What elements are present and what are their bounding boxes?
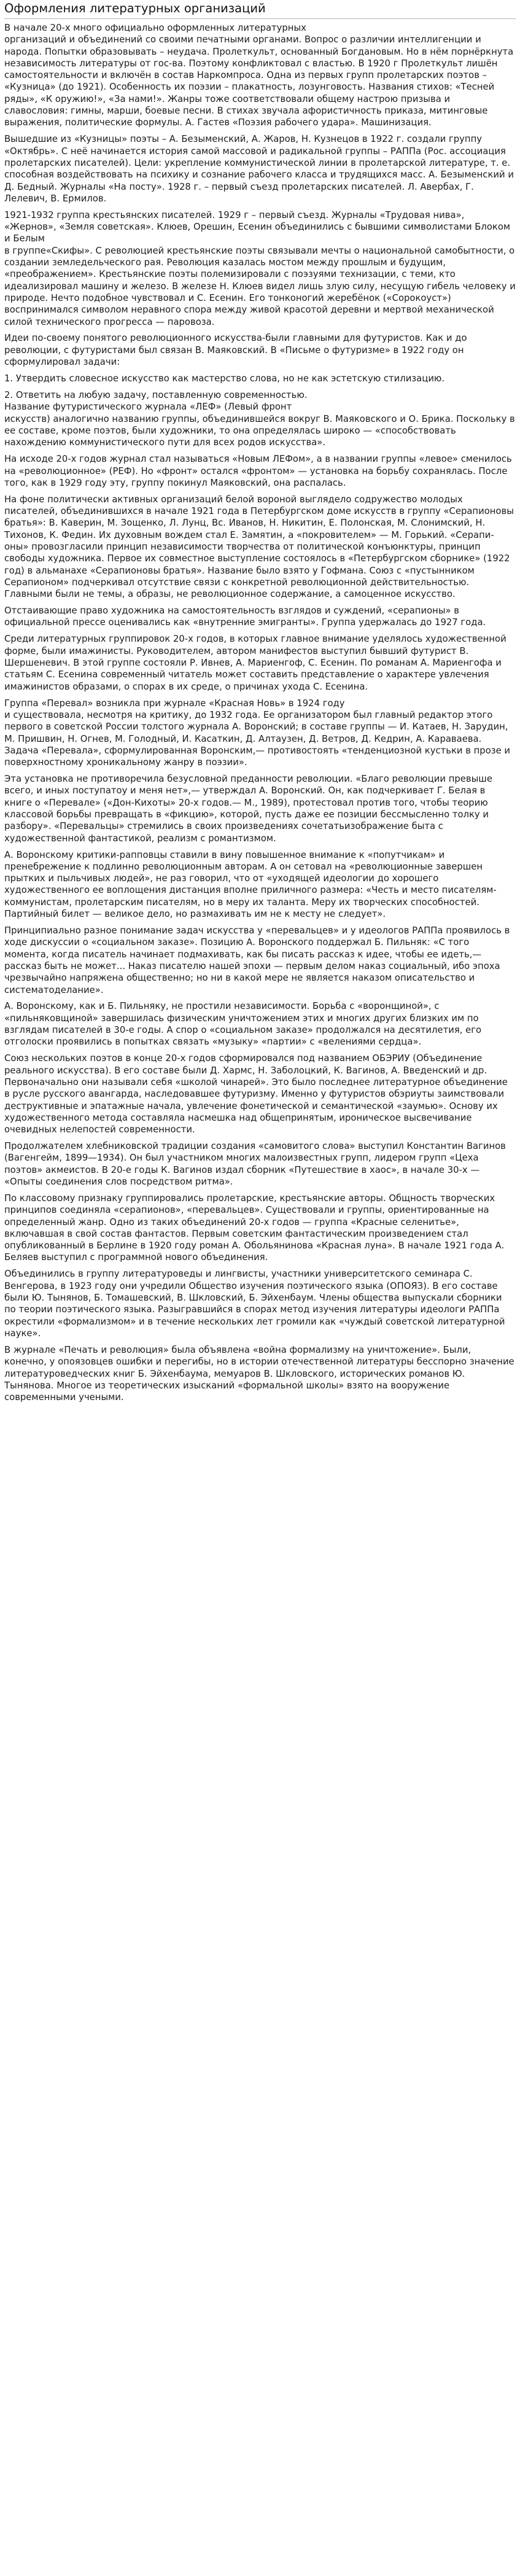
paragraph: На фоне политически активных организаций белой вороной выглядело содружество молодых писателей, объединившихся в начале 1921 года в Петербургском доме искусств в группу «Серапионовы братья»: В. Каверин, М. Зощенко, Л. Лунц, Вс. Иванов, Н. Никитин, Е. Полонская, М. Слонимский, Н. Тихонов, К. Федин. Их духовным вождем стал Е. Замятин, а «покровителем» — М. Горький. «Серапи-оны» провозгласили принцип независимости творчества от политической конъюнктуры, принцип свободы художника. Первое их совместное выступление состоялось в «Петербургском сборнике» (1922 год) в альманахе «Серапионовы братья». Название было взято у Гофмана. Союз с «пустынником Серапионом» подчеркивал отсутствие связи с конкретной революционной действительностью. Главными были не темы, а образы, не революционное содержание, а самоценное искусство. [4,494,514,600]
paragraph: 1. Утвердить словесное искусство как мастерство слова, но не как эстетскую стилизацию. [4,373,445,384]
paragraph: Продолжателем хлебниковской традиции создания «самовитого слова» выступил Константин Вагинов (Вагенгейм, 1899—1934). Он был участником многих малоизвестных групп, лидером групп «Цеха поэтов» акмеистов. В 20-е годы К. Вагинов издал сборник «Путешествие в хаос», в начале 30-х — «Опыты соединения слов посредством ритма». [4,1141,506,1188]
paragraph: Идеи по-своему понятого революционного искусства-были главными для футуристов. Как и до революции, с футуристами был связан В. Маяковский. В «Письме о футуризме» в 1922 году он сформулировал задачи: [4,333,467,368]
paragraph: Вышедшие из «Кузницы» поэты – А. Безыменский, А. Жаров, Н. Кузнецов в 1922 г. создали группу «Октябрь». С неё начинается история самой массовой и радикальной группы – РАППа (Рос. ассоциация пролетарских писателей). Цели: укрепление коммунистической линии в пролетарской литературе, т. е. способная воздействовать на психику и сознание рабочего класса и трудящихся масс. А. Безыменский и Д. Бедный. Журналы «На посту». 1928 г. – первый съезд пролетарских писателей. Л. Авербах, Г. Лелевич, В. Ермилов. [4,134,514,204]
paragraph: Среди литературных группировок 20-х годов, в которых главное внимание уделялось художественной форме, были имажинисты. Руководителем, автором манифестов выступил бывший футурист В. Шершеневич. В этой группе состояли Р. Ивнев, А. Мариенгоф, С. Есенин. По романам А. Мариенгофа и статьям С. Есенина современный читатель может составить представление о характере увлечения имажинистов образами, о спорах в их среде, о причинах ухода С. Есенина. [4,634,506,692]
paragraph: Эта установка не противоречила безусловной преданности революции. «Благо революции превыше всего, и иных поступатоу и меня нет»,— утверждал А. Воронский. Он, как подчеркивает Г. Белая в книге о «Перевале» («Дон-Кихоты» 20-х годов.— М., 1989), протестовал против того, чтобы теорию классовой борьбы превращать в «фикцию», которой, пусть даже ее позиции бессмысленно толку и разбору». «Перевальцы» стремились в своих произведениях сочетатьизображение быта с художественной фантастикой, реализм с романтизмом. [4,774,492,844]
paragraph: В начале 20-х много официально оформленных литературных организаций и объединений со своими печатными органами. Вопрос о различии интеллигенции и народа. Попытки образовывать – неудача. Пролеткульт, основанный Богдановым. Но в нём порнёркнута независимость литературы от гос-ва. Поэтому конфликтовал с властью. В 1920 г Пролеткульт лишён самостоятельности и включён в состав Наркомпроса. Одна из первых групп пролетарских поэтов – «Кузница» (до 1921). Особенность их поэзии – плакатность, лозунговость. Названия стихов: «Тесней ряды», «К оружию!», «За нами!». Жанры тоже соответствовали общему настрою призыва и славословия: гимны, марши, боевые песни. В стихах звучала афористичность приказа, митинговые выражения, политические формулы. А. Гастев «Поэзия рабочего удара». Машинизация. [4,23,514,128]
paragraph: Группа «Перевал» возникла при журнале «Красная Новь» в 1924 году и существовала, несмотря на критику, до 1932 года. Ее организатором был главный редактор этого первого в советской России толстого журнала А. Воронский; в составе группы — И. Катаев, Н. Зарудин, М. Пришвин, Н. Огнев, М. Голодный, И. Касаткин, Д. Алтаузен, Д. Ветров, Д. Кедрин, А. Караваева. Задача «Перевала», сформулированная Воронским,— противостоять «тенденциозной кустьки в прозе и поверхностному хроникальному жанру в поэзии». [4,698,511,768]
paragraph: Союз нескольких поэтов в конце 20-х годов сформировался под названием ОБЭРИУ (Объединение реального искусства). В его составе были Д. Хармс, Н. Заболоцкий, К. Вагинов, А. Введенский и др. Первоначально они называли себя «школой чинарей». Это было последнее литературное объединение в русле русского авангарда, наследовавшее футуризму. Именно у футуристов обэриуты заимствовали деструктивные и эпатажные начала, увлечение фонетической и семантической «заумью». Основу их художественного метода составляла насмешка над общепринятым, ироническое высвечивание очевидных нелепостей современности. [4,1053,508,1135]
paragraph: По классовому признаку группировались пролетарские, крестьянские авторы. Общность творческих принципов соединяла «серапионов», «перевальцев». Существовали и группы, ориентированные на определенный жанр. Одно из таких объединений 20-х годов — группа «Красные селенитье», включавшая в свой состав фантастов. Первым советским фантастическим произведением стал опубликованный в Берлине в 1920 году роман А. Обольянинова «Красная луна». В начале 1921 года А. Беляев выступил с программной нового объединения. [4,1193,505,1263]
paragraph: 2. Ответить на любую задачу, поставленную современностью. Название футуристического журнала «ЛЕФ» (Левый фронт искусств) аналогично названию группы, объединившейся вокруг В. Маяковского и О. Брика. Поскольку в ее составе, кроме поэтов, были художники, то она определялась широко — «способствовать нахождению коммунистического пути для всех родов искусства». [4,390,515,448]
page-title: Оформления литературных организаций [4,0,516,19]
paragraph: На исходе 20-х годов журнал стал называться «Новым ЛЕФом», а в названии группы «левое» сменилось на «революционное» (РЕФ). Но «фронт» остался «фронтом» — установка на борьбу сохранялась. После того, как в 1929 году эту, группу покинул Маяковский, она распалась. [4,454,512,488]
paragraph: Объединились в группу литературоведы и лингвисты, участники университетского семинара С. Венгерова, в 1923 году они учредили Общество изучения поэтического языка (ОПОЯЗ). В его составе были Ю. Тынянов, Б. Томашевский, В. Шкловский, Б. Эйхенбаум. Члены общества выпускали сборники по теории поэтического языка. Разыгравшийся в спорах метод изучения литературы идеологи РАППа окрестили «формализмом» и в течение нескольких лет громили как «чуждый советской литературной науке». [4,1269,505,1339]
paragraph: А. Воронскому, как и Б. Пильняку, не простили независимости. Борьба с «воронщиной», с «пильняковщиной» завершилась физическим уничтожением этих и многих других близких им по взглядам писателей в 30-е годы. А спор о «социальном заказе» продолжался на десятилетия, его отголоски проявились в попытках связать «музыку» «партии» с «велениями сердца». [4,1001,482,1048]
paragraph: 1921-1932 группа крестьянских писателей. 1929 г – первый съезд. Журналы «Трудовая нива», «Жернов», «Земля советская». Клюев, Орешин, Есенин объединились с бывшими символистами Блоком и Белым в группе«Скифы». С революцией крестьянские поэты связывали мечты о национальной самобытности, о создании земледельческого рая. Революция казалась мостом между прошлым и будущим, «преображением». Крестьянские поэты полемизировали с поэзуями технизации, с теми, кто идеализировал машину и железо. В железе Н. Клюев видел лишь злую силу, несущую гибель человеку и природе. Нечто подобное чувствовал и С. Есенин. Его тонконогий жеребёнок («Сорокоуст») воспринимался символом неравного спора между живой красотой деревни и мертвой механической силой технического прогресса — паровоза. [4,209,516,327]
paragraph: В журнале «Печать и революция» была объявлена «война формализму на уничтожение». Были, конечно, у опоязовцев ошибки и перегибы, но в истории отечественной литературы бесспорно значение литературоведческих книг Б. Эйхенбаума, мемуаров В. Шкловского, исторических романов Ю. Тынянова. Многое из теоретических изысканий «формальной школы» взято на вооружение современными учеными. [4,1344,514,1403]
paragraph: Принципиально разное понимание задач искусства у «перевальцев» и у идеологов РАППа проявилось в ходе дискуссии о «социальном заказе». Позицию А. Воронского поддержал Б. Пильняк: «С того момента, когда писатель начинает подмахивать, как бы писать рассказ к идее, чтобы ее идеть,— рассказ быть не может... Наказ писателю нашей эпохи — первым делом наказ социальный, ибо эпоха чрезвычайно напряжена общественно; но ни в какой мере не является наказом описательство и систематоделание». [4,925,510,995]
paragraph: А. Воронскому критики-рапповцы ставили в вину повышенное внимание к «попутчикам» и пренебрежение к подлинно революционным авторам. А он сетовал на «революционные завершен прытких и пыльчивых людей», не раз говорил, что от «уходящей идеологии до хорошего художественного ее воплощения дистанция вполне приличного размера: «Честь и место писателям-коммунистам, пролетарским писателям, но в меру их таланта. Меру их творческих способностей. Партийный билет — великое дело, но размахивать им не к месту не следует». [4,849,497,920]
document-body [4,19,516,1403]
paragraph: Отстаивающие право художника на самостоятельность взглядов и суждений, «серапионы» в официальной прессе оценивались как «внутренние эмигранты». Группа удержалась до 1927 года. [4,605,486,628]
